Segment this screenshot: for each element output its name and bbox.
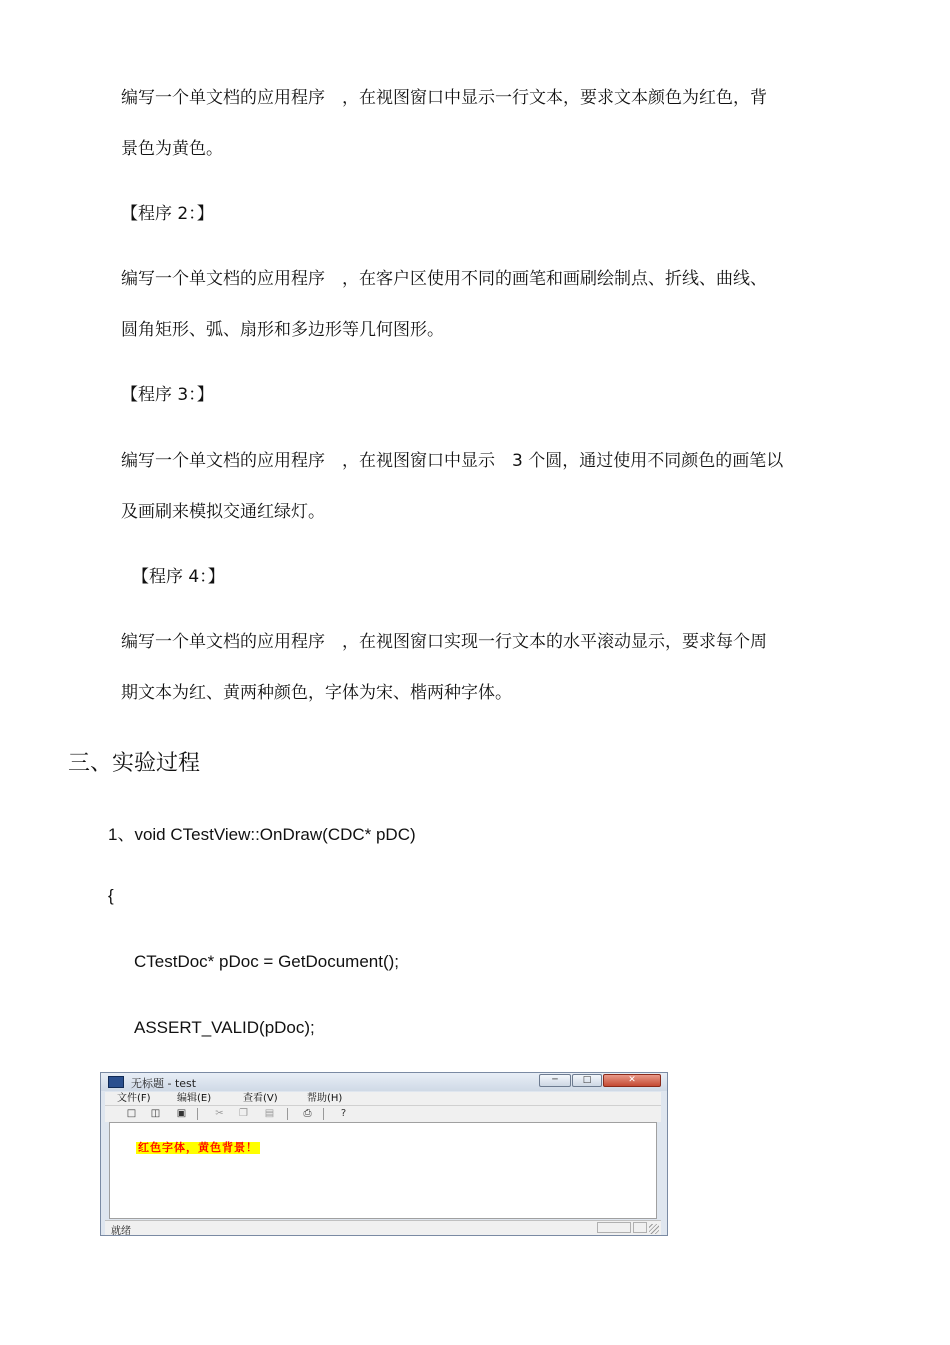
program3-label: 【程序 3：】 xyxy=(121,385,214,405)
cut-icon[interactable]: ✂ xyxy=(215,1108,224,1119)
menu-edit[interactable]: 编辑(E) xyxy=(177,1093,212,1104)
program2-label: 【程序 2：】 xyxy=(121,204,214,224)
copy-icon[interactable]: ❐ xyxy=(239,1108,248,1119)
code-line-2: { xyxy=(108,886,114,905)
task4-line1: 编写一个单文档的应用程序 ，在视图窗口实现一行文本的水平滚动显示，要求每个周 xyxy=(121,632,767,652)
menu-help[interactable]: 帮助(H) xyxy=(307,1093,343,1104)
app-icon xyxy=(108,1076,124,1088)
task1-line1: 编写一个单文档的应用程序 ，在视图窗口中显示一行文本，要求文本颜色为红色，背 xyxy=(121,88,767,108)
section-heading: 三、实验过程 xyxy=(68,751,201,776)
window-titlebar xyxy=(101,1073,667,1091)
menu-file[interactable]: 文件(F) xyxy=(117,1093,151,1104)
new-file-icon[interactable]: □ xyxy=(126,1108,137,1119)
close-icon[interactable]: ✕ xyxy=(603,1074,661,1087)
save-icon[interactable]: ▣ xyxy=(176,1108,187,1119)
task2-line2: 圆角矩形、弧、扇形和多边形等几何图形。 xyxy=(121,320,444,340)
window-title: 无标题 - test xyxy=(131,1077,197,1090)
maximize-icon[interactable]: □ xyxy=(572,1074,602,1087)
print-icon[interactable]: ⎙ xyxy=(303,1108,312,1119)
red-on-yellow-text: 红色字体，黄色背景！ xyxy=(138,1141,258,1154)
task1-line2: 景色为黄色。 xyxy=(121,139,223,159)
status-pane xyxy=(597,1222,631,1233)
menu-bar xyxy=(105,1092,661,1105)
task3-line1: 编写一个单文档的应用程序 ，在视图窗口中显示 3 个圆，通过使用不同颜色的画笔以 xyxy=(121,451,784,471)
status-bar xyxy=(105,1220,661,1235)
toolbar xyxy=(105,1105,661,1122)
task2-line1: 编写一个单文档的应用程序 ，在客户区使用不同的画笔和画刷绘制点、折线、曲线、 xyxy=(121,269,767,289)
client-area xyxy=(109,1122,657,1219)
status-pane xyxy=(633,1222,647,1233)
task4-line2: 期文本为红、黄两种颜色，字体为宋、楷两种字体。 xyxy=(121,683,512,703)
resize-grip-icon[interactable] xyxy=(649,1224,659,1234)
open-folder-icon[interactable]: ◫ xyxy=(150,1108,161,1119)
status-text: 就绪 xyxy=(111,1226,131,1237)
toolbar-separator xyxy=(287,1108,288,1120)
app-window-screenshot xyxy=(100,1072,668,1236)
toolbar-separator xyxy=(323,1108,324,1120)
menu-view[interactable]: 查看(V) xyxy=(243,1093,278,1104)
toolbar-separator xyxy=(197,1108,198,1120)
help-icon[interactable]: ? xyxy=(340,1108,347,1119)
code-line-1: 1、void CTestView::OnDraw(CDC* pDC) xyxy=(108,825,416,844)
code-line-3: CTestDoc* pDoc = GetDocument(); xyxy=(134,952,400,971)
program4-label: 【程序 4：】 xyxy=(132,567,225,587)
minimize-icon[interactable]: ─ xyxy=(539,1074,571,1087)
code-line-4: ASSERT_VALID(pDoc); xyxy=(134,1018,315,1037)
task3-line2: 及画刷来模拟交通红绿灯。 xyxy=(121,502,325,522)
paste-icon[interactable]: ▤ xyxy=(264,1108,275,1119)
